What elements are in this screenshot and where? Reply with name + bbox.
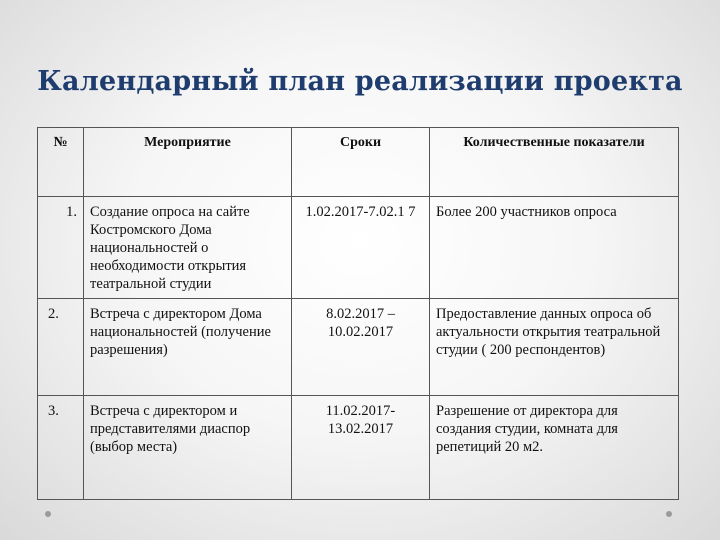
table-header-row xyxy=(38,128,679,197)
row-event: Встреча с директором Дома национальностей (получение разрешения) xyxy=(84,299,292,396)
decorative-dot-right xyxy=(666,511,672,517)
header-num: № xyxy=(38,128,84,197)
header-event: Мероприятие xyxy=(84,128,292,197)
row-event: Встреча с директором и представителями диаспор (выбор места) xyxy=(84,396,292,500)
slide-title: Календарный план реализации проекта xyxy=(37,66,683,97)
row-indicators: Более 200 участников опроса xyxy=(430,197,679,299)
header-dates: Сроки xyxy=(292,128,430,197)
row-indicators: Предоставление данных опроса об актуальности открытия театральной студии ( 200 респондентов) xyxy=(430,299,679,396)
row-indicators: Разрешение от директора для создания студии, комната для репетиций 20 м2. xyxy=(430,396,679,500)
calendar-plan-table xyxy=(37,127,679,500)
decorative-dot-left xyxy=(45,511,51,517)
row-event: Создание опроса на сайте Костромского Дома национальностей о необходимости открытия театральной студии xyxy=(84,197,292,299)
table-row xyxy=(38,197,679,299)
table-row xyxy=(38,396,679,500)
row-dates: 1.02.2017-7.02.1 7 xyxy=(292,197,430,299)
row-dates: 11.02.2017- 13.02.2017 xyxy=(292,396,430,500)
header-indicators: Количественные показатели xyxy=(430,128,679,197)
row-num: 3. xyxy=(38,396,84,500)
row-dates: 8.02.2017 – 10.02.2017 xyxy=(292,299,430,396)
row-num: 1. xyxy=(38,197,84,299)
row-num: 2. xyxy=(38,299,84,396)
table-row xyxy=(38,299,679,396)
